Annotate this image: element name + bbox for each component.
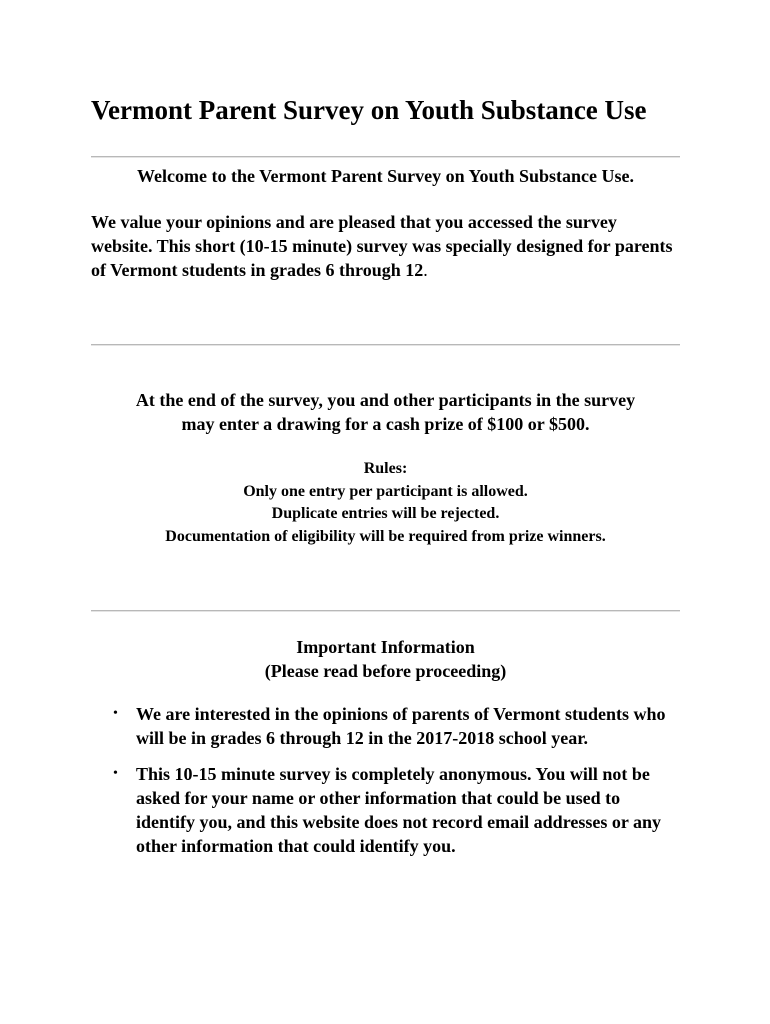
rules-heading: Rules: [363, 460, 408, 477]
rule-item: Duplicate entries will be rejected. [271, 505, 500, 522]
welcome-text: Welcome to the Vermont Parent Survey on Youth Substance Use. [137, 166, 634, 186]
list-item-text: This 10-15 minute survey is completely anonymous. You will not be asked for your name or other information that could be used to identify you, and this website does not record email addresses or any other information that could identify you. [136, 764, 662, 856]
list-item-text: We are interested in the opinions of parents of Vermont students who will be in grades 6 through 12 in the 2017-2018 school year. [136, 704, 666, 748]
important-subheading: (Please read before proceeding) [264, 661, 507, 681]
rule-item: Documentation of eligibility will be required from prize winners. [165, 527, 606, 545]
drawing-line-1: At the end of the survey, you and other participants in the survey [135, 390, 636, 410]
intro-period: . [423, 260, 428, 280]
drawing-line-2: may enter a drawing for a cash prize of $100 or $500. [181, 414, 590, 434]
divider [91, 610, 680, 612]
important-info-list [91, 702, 681, 870]
page-title: Vermont Parent Survey on Youth Substance Use [91, 95, 647, 125]
rule-item: Only one entry per participant is allowed. [243, 482, 528, 500]
rules-section [91, 458, 680, 548]
important-info-heading [91, 635, 680, 683]
intro-paragraph [91, 210, 680, 282]
important-heading: Important Information [296, 637, 475, 657]
divider [91, 344, 680, 346]
bullet-icon: • [113, 766, 118, 781]
list-item [91, 762, 681, 858]
list-item [91, 702, 681, 750]
drawing-notice [91, 388, 680, 436]
divider [91, 156, 680, 158]
bullet-icon: • [113, 706, 118, 721]
intro-text: We value your opinions and are pleased that you accessed the survey website. This short (10-15 minute) survey was specially designed for parents of Vermont students in grades 6 through 12 [91, 212, 673, 280]
